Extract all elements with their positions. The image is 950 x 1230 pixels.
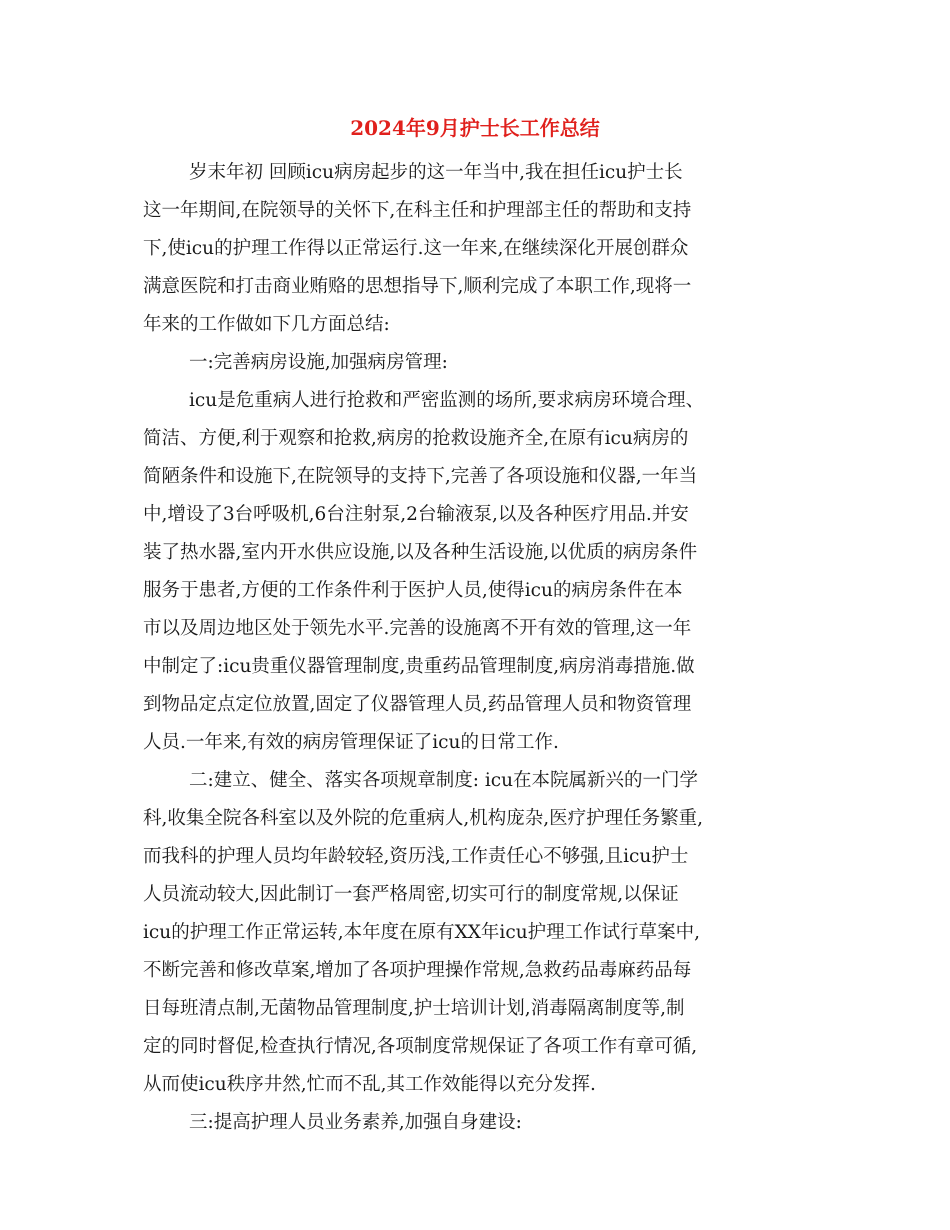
paragraph-line: 科,收集全院各科室以及外院的危重病人,机构庞杂,医疗护理任务繁重,: [143, 808, 704, 829]
document-title: 2024年9月护士长工作总结: [350, 116, 600, 140]
paragraph-line: 定的同时督促,检查执行情况,各项制度常规保证了各项工作有章可循,: [143, 1036, 698, 1057]
paragraph-line: 装了热水器,室内开水供应设施,以及各种生活设施,以优质的病房条件: [143, 542, 698, 563]
section-heading-1: 一:完善病房设施,加强病房管理:: [189, 352, 448, 373]
paragraph-line: 人员流动较大,因此制订一套严格周密,切实可行的制度常规,以保证: [143, 884, 679, 905]
paragraph-line: 满意医院和打击商业贿赂的思想指导下,顺利完成了本职工作,现将一: [143, 276, 692, 297]
paragraph-line: 中,增设了3台呼吸机,6台注射泵,2台输液泵,以及各种医疗用品.并安: [143, 504, 689, 525]
paragraph-line: 下,使icu的护理工作得以正常运行.这一年来,在继续深化开展创群众: [143, 238, 689, 259]
paragraph-line: icu是危重病人进行抢救和严密监测的场所,要求病房环境合理、: [189, 390, 705, 411]
paragraph-line: 中制定了:icu贵重仪器管理制度,贵重药品管理制度,病房消毒措施.做: [143, 656, 695, 677]
paragraph-line: 年来的工作做如下几方面总结:: [143, 314, 390, 335]
paragraph-line: 不断完善和修改草案,增加了各项护理操作常规,急救药品毒麻药品每: [143, 960, 692, 981]
paragraph-line: 简陋条件和设施下,在院领导的支持下,完善了各项设施和仪器,一年当: [143, 466, 698, 487]
section-heading-3: 三:提高护理人员业务素养,加强自身建设:: [189, 1112, 522, 1133]
paragraph-line: icu的护理工作正常运转,本年度在原有XX年icu护理工作试行草案中,: [143, 922, 700, 943]
paragraph-line: 从而使icu秩序井然,忙而不乱,其工作效能得以充分发挥.: [143, 1074, 596, 1095]
paragraph-line: 岁末年初 回顾icu病房起步的这一年当中,我在担任icu护士长: [189, 162, 683, 183]
paragraph-line: 这一年期间,在院领导的关怀下,在科主任和护理部主任的帮助和支持: [143, 200, 692, 221]
paragraph-line: 到物品定点定位放置,固定了仪器管理人员,药品管理人员和物资管理: [143, 694, 692, 715]
paragraph-line: 人员.一年来,有效的病房管理保证了icu的日常工作.: [143, 732, 559, 753]
paragraph-line: 日每班清点制,无菌物品管理制度,护士培训计划,消毒隔离制度等,制: [143, 998, 685, 1019]
paragraph-line: 而我科的护理人员均年龄较轻,资历浅,工作责任心不够强,且icu护士: [143, 846, 689, 867]
paragraph-line: 服务于患者,方便的工作条件利于医护人员,使得icu的病房条件在本: [143, 580, 683, 601]
paragraph-line: 简洁、方便,利于观察和抢救,病房的抢救设施齐全,在原有icu病房的: [143, 428, 689, 449]
paragraph-line: 市以及周边地区处于领先水平.完善的设施离不开有效的管理,这一年: [143, 618, 692, 639]
section-heading-2: 二:建立、健全、落实各项规章制度: icu在本院属新兴的一门学: [189, 770, 699, 791]
